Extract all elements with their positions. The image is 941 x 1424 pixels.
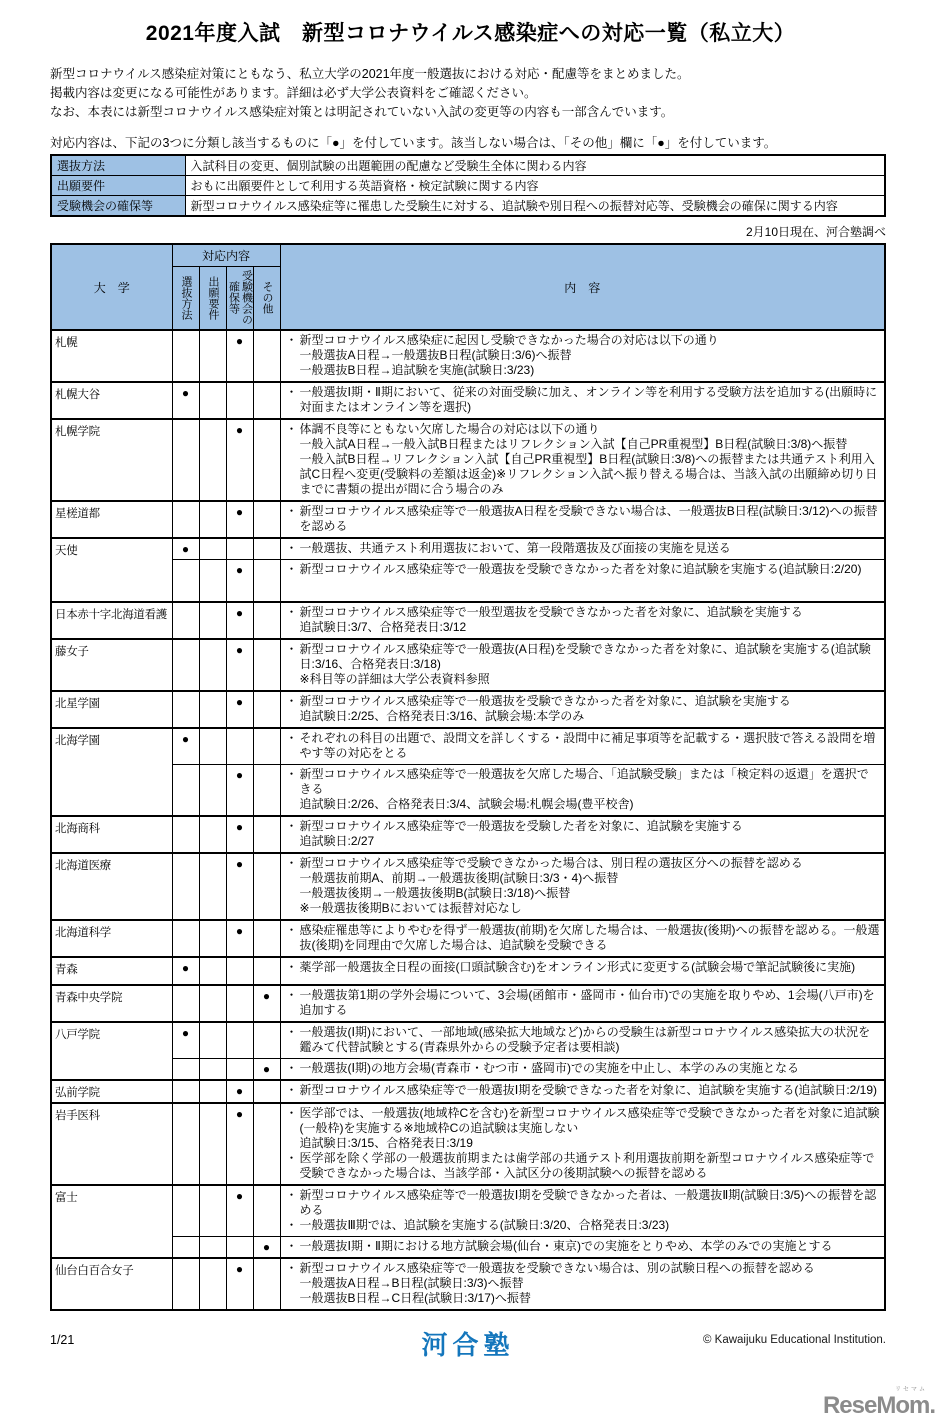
university-name: 天使: [51, 538, 172, 602]
content-cell: [280, 1103, 885, 1185]
content-item: ・ 一般選抜第1期の学外会場について、3会場(函館市・盛岡市・仙台市)での実施を取りやめ、1会場(八戸市)を追加する: [285, 988, 875, 1017]
resemom-watermark: [823, 1387, 935, 1418]
content-item: ・ 薬学部一般選抜全日程の面接(口頭試験含む)をオンライン形式に変更する(試験会場で筆記試験後に実施): [285, 960, 856, 974]
table-row: [51, 1258, 885, 1310]
table-row: [51, 538, 885, 560]
content-item: ・ 感染症罹患等によりやむを得ず一般選抜(前期)を欠席した場合は、一般選抜(後期)への振替を認める。一般選抜(後期)を同理由で欠席した場合は、追試験を受験できる: [285, 923, 880, 952]
dot-cell-selection-method: [172, 1059, 199, 1081]
dot-cell-other: [253, 419, 280, 501]
content-subline: 一般入試B日程→リフレクション入試【自己PR重視型】B日程(試験日:3/8)への振替または共通テスト利用入試C日程へ変更(受験料の差額は返金)※リフレクション入試へ振り替える場合は、当該入試の出願締め切り日までに書類の提出が間に合う場合のみ: [299, 452, 878, 496]
content-item: ・ 一般選抜、共通テスト利用選抜において、第一段階選抜及び面接の実施を見送る: [285, 541, 731, 555]
dot-cell-selection-method: [172, 639, 199, 691]
content-item: ・ 医学部では、一般選抜(地域枠Cを含む)を新型コロナウイルス感染症等で受験できなかった者を対象に追試験(一般枠)を実施する※地域枠Cの追試験は実施しない: [285, 1106, 880, 1135]
university-table-body: [51, 330, 885, 1310]
dot-cell-application-requirements: [199, 330, 226, 382]
content-subline: 追試験日:2/27: [299, 834, 375, 848]
dot-cell-selection-method: [172, 853, 199, 920]
table-row: [51, 330, 885, 382]
bullet-marker: ・: [285, 819, 298, 833]
university-name: 藤女子: [51, 639, 172, 691]
dot-cell-other: [253, 382, 280, 419]
content-item: ・ 新型コロナウイルス感染症等で一般選抜を受験できなかった者を対象に追試験を実施する(追試験日:2/20): [285, 562, 862, 576]
bullet-marker: ・: [285, 1188, 298, 1202]
header-content: 内 容: [280, 244, 885, 330]
university-response-table: [50, 243, 886, 1311]
dot-cell-other: [253, 639, 280, 691]
table-row: [51, 816, 885, 853]
intro-line: なお、本表には新型コロナウイルス感染症対策とは明記されていない入試の変更等の内容も一部含んでいます。: [50, 105, 674, 119]
university-name: 八戸学院: [51, 1022, 172, 1080]
content-item: ・ 体調不良等にともない欠席した場合の対応は以下の通り: [285, 422, 600, 436]
bullet-marker: ・: [285, 422, 298, 436]
dot-cell-exam-opportunity: [226, 1059, 253, 1081]
university-name: 札幌: [51, 330, 172, 382]
dot-cell-other: [253, 816, 280, 853]
content-item: ・ 新型コロナウイルス感染症等で一般型選抜を受験できなかった者を対象に、追試験を実施する: [285, 604, 803, 619]
table-row: [51, 985, 885, 1022]
legend-row: [51, 176, 885, 196]
dot-cell-selection-method: [172, 691, 199, 728]
dot-cell-other: [253, 560, 280, 602]
dot-cell-application-requirements: [199, 382, 226, 419]
dot-cell-exam-opportunity: ●: [226, 816, 253, 853]
content-cell: [280, 1080, 885, 1103]
dot-cell-exam-opportunity: [226, 1237, 253, 1259]
dot-cell-selection-method: [172, 1185, 199, 1237]
content-subline: ※一般選抜後期Bにおいては振替対応なし: [299, 901, 522, 915]
university-name: 青森中央学院: [51, 985, 172, 1022]
table-row: [51, 560, 885, 602]
university-name: 北海道科学: [51, 920, 172, 957]
legend-term: 選抜方法: [51, 155, 185, 176]
content-item: ・ 一般選抜Ⅰ期・Ⅱ期における地方試験会場(仙台・東京)での実施をとりやめ、本学のみでの実施とする: [285, 1239, 833, 1253]
dot-cell-other: [253, 1022, 280, 1059]
bullet-marker: ・: [285, 541, 298, 555]
dot-cell-exam-opportunity: ●: [226, 1103, 253, 1185]
table-row: [51, 419, 885, 501]
university-name: 札幌大谷: [51, 382, 172, 419]
bullet-marker: ・: [285, 1261, 298, 1275]
copyright-text: © Kawaijuku Educational Institution.: [703, 1334, 886, 1346]
dot-cell-exam-opportunity: [226, 538, 253, 560]
kawaijuku-logo: 河合塾: [421, 1330, 515, 1360]
dot-cell-other: ●: [253, 985, 280, 1022]
content-item: ・ 新型コロナウイルス感染症等で受験できなかった場合は、別日程の選抜区分への振替を認める: [285, 856, 803, 870]
dot-cell-exam-opportunity: ●: [226, 853, 253, 920]
bullet-marker: ・: [285, 562, 298, 576]
bullet-marker: ・: [285, 856, 298, 870]
dot-cell-application-requirements: [199, 1185, 226, 1237]
content-subline: 追試験日:3/15、合格発表日:3/19: [299, 1136, 473, 1150]
content-item: ・ 新型コロナウイルス感染症等で一般選抜を受験できなかった者を対象に、追試験を実施する: [285, 693, 791, 708]
dot-cell-exam-opportunity: ●: [226, 920, 253, 957]
content-cell: [280, 1059, 885, 1081]
content-cell: [280, 1022, 885, 1059]
table-row: [51, 639, 885, 691]
header-exam-opportunity: 受験機会の確保等: [226, 266, 253, 330]
content-item: ・ 新型コロナウイルス感染症等で一般選抜A日程を受験できない場合は、一般選抜B日程(試験日:3/12)への振替を認める: [285, 504, 878, 533]
resemom-ruby: リセマム: [895, 1387, 927, 1393]
university-name: 札幌学院: [51, 419, 172, 501]
content-subline: ※科目等の詳細は大学公表資料参照: [299, 671, 490, 686]
content-cell: [280, 853, 885, 920]
dot-cell-application-requirements: [199, 1237, 226, 1259]
bullet-marker: ・: [285, 1061, 298, 1075]
intro-line: 新型コロナウイルス感染症対策にともなう、私立大学の2021年度一般選抜における対応・配慮等をまとめました。: [50, 67, 690, 81]
dot-cell-exam-opportunity: ●: [226, 501, 253, 538]
bullet-marker: ・: [285, 730, 298, 745]
dot-cell-application-requirements: [199, 764, 226, 816]
resemom-wordmark: ReseMom.: [822, 1392, 935, 1419]
content-item: ・ 一般選抜Ⅲ期では、追試験を実施する(試験日:3/20、合格発表日:3/23): [285, 1218, 670, 1232]
dot-cell-application-requirements: [199, 419, 226, 501]
dot-cell-selection-method: ●: [172, 957, 199, 985]
dot-cell-selection-method: ●: [172, 538, 199, 560]
dot-cell-exam-opportunity: [226, 957, 253, 985]
dot-cell-other: [253, 728, 280, 765]
dot-cell-application-requirements: [199, 1258, 226, 1310]
dot-cell-application-requirements: [199, 728, 226, 765]
content-item: ・ 医学部を除く学部の一般選抜前期または歯学部の共通テスト利用選抜前期を新型コロナウイルス感染症等で受験できなかった場合は、当該学部・入試区分の後期試験への振替を認める: [285, 1151, 875, 1180]
content-item: ・ 新型コロナウイルス感染症等で一般選抜を受験した者を対象に、追試験を実施する: [285, 819, 743, 833]
legend-term: 出願要件: [51, 176, 185, 196]
dot-cell-application-requirements: [199, 602, 226, 639]
dot-cell-selection-method: [172, 560, 199, 602]
dot-cell-selection-method: [172, 1103, 199, 1185]
table-row: [51, 602, 885, 639]
dot-cell-application-requirements: [199, 560, 226, 602]
dot-cell-exam-opportunity: ●: [226, 560, 253, 602]
dot-cell-exam-opportunity: [226, 1022, 253, 1059]
content-cell: [280, 985, 885, 1022]
dot-cell-exam-opportunity: ●: [226, 419, 253, 501]
dot-cell-other: [253, 330, 280, 382]
content-subline: 一般選抜B日程→追試験を実施(試験日:3/23): [299, 363, 535, 377]
bullet-marker: ・: [285, 504, 298, 518]
content-subline: 追試験日:3/7、合格発表日:3/12: [299, 619, 467, 634]
table-row: [51, 1185, 885, 1237]
content-cell: [280, 330, 885, 382]
dot-cell-application-requirements: [199, 1103, 226, 1185]
dot-cell-application-requirements: [199, 985, 226, 1022]
bullet-marker: ・: [285, 1151, 298, 1165]
content-cell: [280, 920, 885, 957]
content-subline: 追試験日:2/26、合格発表日:3/4、試験会場:札幌会場(豊平校舎): [299, 796, 634, 811]
bullet-marker: ・: [285, 333, 298, 347]
dot-cell-other: [253, 764, 280, 816]
dot-cell-selection-method: [172, 764, 199, 816]
content-item: ・ 一般選抜(Ⅰ期)の地方会場(青森市・むつ市・盛岡市)での実施を中止し、本学のみの実施となる: [285, 1061, 800, 1075]
dot-cell-exam-opportunity: ●: [226, 1080, 253, 1103]
dot-cell-application-requirements: [199, 1022, 226, 1059]
dot-cell-application-requirements: [199, 920, 226, 957]
dot-cell-other: [253, 957, 280, 985]
dot-cell-selection-method: [172, 1080, 199, 1103]
dot-cell-other: [253, 1185, 280, 1237]
legend-row: [51, 155, 885, 176]
table-row: [51, 1237, 885, 1259]
legend-desc: 新型コロナウイルス感染症等に罹患した受験生に対する、追試験や別日程への振替対応等、受験機会の確保に関する内容: [185, 196, 885, 217]
university-name: 日本赤十字北海道看護: [51, 602, 172, 639]
university-name: 北海商科: [51, 816, 172, 853]
dot-cell-exam-opportunity: ●: [226, 639, 253, 691]
dot-cell-other: [253, 920, 280, 957]
table-row: [51, 957, 885, 985]
content-subline: 一般選抜前期A、前期→一般選抜後期(試験日:3/3・4)へ振替: [299, 871, 619, 885]
content-item: ・ 新型コロナウイルス感染症等で一般選抜Ⅰ期を受験できなかった者は、一般選抜Ⅱ期(試験日:3/5)への振替を認める: [285, 1188, 877, 1217]
dot-cell-other: [253, 1258, 280, 1310]
intro-paragraphs: [50, 65, 886, 122]
page-footer: [50, 1325, 886, 1359]
content-item: ・ 一般選抜(Ⅰ期)において、一部地域(感染拡大地域など)からの受験生は新型コロナウイルス感染拡大の状況を鑑みて代替試験とする(青森県外からの受験予定者は要相談): [285, 1025, 871, 1054]
content-cell: [280, 1258, 885, 1310]
table-header-row-1: [51, 244, 885, 266]
table-row: [51, 691, 885, 728]
legend-table: [50, 154, 886, 217]
content-cell: [280, 728, 885, 765]
page-title: 2021年度入試 新型コロナウイルス感染症への対応一覧（私立大）: [145, 22, 796, 45]
survey-date-note: 2月10日現在、河合塾調べ: [745, 225, 886, 239]
dot-cell-application-requirements: [199, 816, 226, 853]
content-item: ・ 新型コロナウイルス感染症等で一般選抜(A日程)を受験できなかった者を対象に、追試験を実施する(追試験日:3/16、合格発表日:3/18): [285, 641, 871, 671]
dot-cell-exam-opportunity: ●: [226, 764, 253, 816]
dot-cell-selection-method: ●: [172, 728, 199, 765]
header-other: その他: [253, 266, 280, 330]
dot-cell-application-requirements: [199, 1080, 226, 1103]
dot-cell-application-requirements: [199, 538, 226, 560]
bullet-marker: ・: [285, 1025, 298, 1039]
university-name: 弘前学院: [51, 1080, 172, 1103]
bullet-marker: ・: [285, 1106, 298, 1120]
legend-row: [51, 196, 885, 217]
university-name: 青森: [51, 957, 172, 985]
table-row: [51, 1103, 885, 1185]
header-application-requirements: 出願要件: [199, 266, 226, 330]
dot-cell-other: [253, 853, 280, 920]
content-subline: 一般選抜B日程→C日程(試験日:3/17)へ振替: [299, 1291, 531, 1305]
university-name: 北星学園: [51, 691, 172, 728]
dot-cell-exam-opportunity: ●: [226, 330, 253, 382]
content-cell: [280, 382, 885, 419]
content-cell: [280, 538, 885, 560]
legend-term: 受験機会の確保等: [51, 196, 185, 217]
dot-cell-application-requirements: [199, 957, 226, 985]
bullet-marker: ・: [285, 923, 298, 937]
content-cell: [280, 639, 885, 691]
dot-cell-exam-opportunity: ●: [226, 602, 253, 639]
header-university: 大 学: [51, 244, 172, 330]
table-row: [51, 1022, 885, 1059]
dot-cell-application-requirements: [199, 691, 226, 728]
content-item: ・ 一般選抜Ⅰ期・Ⅱ期において、従来の対面受験に加え、オンライン等を利用する受験方法を追加する(出願時に対面またはオンライン等を選択): [285, 385, 878, 414]
table-row: [51, 853, 885, 920]
dot-cell-selection-method: [172, 419, 199, 501]
legend-desc: おもに出願要件として利用する英語資格・検定試験に関する内容: [185, 176, 885, 196]
bullet-marker: ・: [285, 960, 298, 974]
dot-cell-exam-opportunity: [226, 728, 253, 765]
content-cell: [280, 419, 885, 501]
dot-cell-application-requirements: [199, 639, 226, 691]
dot-cell-exam-opportunity: ●: [226, 1258, 253, 1310]
header-response-group: 対応内容: [172, 244, 280, 266]
content-item: ・ 新型コロナウイルス感染症に起因し受験できなかった場合の対応は以下の通り: [285, 333, 719, 347]
content-cell: [280, 1185, 885, 1237]
bullet-marker: ・: [285, 1218, 298, 1232]
content-subline: 一般入試A日程→一般入試B日程またはリフレクション入試【自己PR重視型】B日程(試験日:3/8)へ振替: [299, 437, 848, 451]
dot-cell-other: [253, 1103, 280, 1185]
content-cell: [280, 1237, 885, 1259]
content-cell: [280, 560, 885, 602]
bullet-marker: ・: [285, 1083, 298, 1097]
content-item: ・ 新型コロナウイルス感染症等で一般選抜Ⅰ期を受験できなった者を対象に、追試験を実施する(追試験日:2/19): [285, 1083, 878, 1097]
dot-cell-selection-method: ●: [172, 382, 199, 419]
dot-cell-other: [253, 538, 280, 560]
bullet-marker: ・: [285, 766, 298, 781]
table-row: [51, 920, 885, 957]
dot-cell-other: [253, 1080, 280, 1103]
bullet-marker: ・: [285, 1239, 298, 1253]
dot-cell-other: ●: [253, 1237, 280, 1259]
dot-cell-other: ●: [253, 1059, 280, 1081]
content-subline: 一般選抜A日程→B日程(試験日:3/3)へ振替: [299, 1276, 524, 1290]
table-row: [51, 728, 885, 765]
content-subline: 一般選抜後期→一般選抜後期B(試験日:3/18)へ振替: [299, 886, 571, 900]
content-subline: 追試験日:2/25、合格発表日:3/16、試験会場:本学のみ: [299, 708, 585, 723]
dot-cell-other: [253, 501, 280, 538]
dot-cell-exam-opportunity: ●: [226, 691, 253, 728]
dot-cell-selection-method: [172, 985, 199, 1022]
university-name: 北海道医療: [51, 853, 172, 920]
content-item: ・ 新型コロナウイルス感染症等で一般選抜を欠席した場合、「追試験受験」または「検定料の返還」を選択できる: [285, 766, 869, 796]
bullet-marker: ・: [285, 385, 298, 399]
table-row: [51, 382, 885, 419]
dot-cell-selection-method: [172, 602, 199, 639]
university-name: 仙台白百合女子: [51, 1258, 172, 1310]
bullet-marker: ・: [285, 693, 298, 708]
dot-cell-selection-method: [172, 816, 199, 853]
dot-cell-exam-opportunity: ●: [226, 1185, 253, 1237]
dot-cell-other: [253, 691, 280, 728]
dot-cell-selection-method: [172, 1237, 199, 1259]
content-cell: [280, 816, 885, 853]
content-cell: [280, 957, 885, 985]
content-item: ・ それぞれの科目の出題で、設問文を詳しくする・設問中に補足事項等を記載する・選択肢で答える設問を増やす等の対応をとる: [285, 730, 876, 760]
page-number: 1/21: [50, 1333, 75, 1347]
dot-cell-selection-method: [172, 920, 199, 957]
dot-cell-application-requirements: [199, 501, 226, 538]
content-cell: [280, 691, 885, 728]
dot-cell-selection-method: [172, 501, 199, 538]
table-row: [51, 1080, 885, 1103]
legend-desc: 入試科目の変更、個別試験の出題範囲の配慮など受験生全体に関わる内容: [185, 155, 885, 176]
dot-cell-selection-method: [172, 1258, 199, 1310]
university-name: 北海学園: [51, 728, 172, 817]
table-row: [51, 1059, 885, 1081]
dot-cell-exam-opportunity: [226, 985, 253, 1022]
university-name: 岩手医科: [51, 1103, 172, 1185]
content-item: ・ 新型コロナウイルス感染症等で一般選抜を受験できない場合は、別の試験日程への振替を認める: [285, 1261, 815, 1275]
dot-cell-other: [253, 602, 280, 639]
dot-cell-selection-method: ●: [172, 1022, 199, 1059]
dot-cell-application-requirements: [199, 1059, 226, 1081]
university-name: 富士: [51, 1185, 172, 1258]
dot-cell-application-requirements: [199, 853, 226, 920]
header-selection-method: 選抜方法: [172, 266, 199, 330]
content-cell: [280, 764, 885, 816]
dot-cell-exam-opportunity: [226, 382, 253, 419]
bullet-marker: ・: [285, 988, 298, 1002]
content-subline: 一般選抜A日程→一般選抜B日程(試験日:3/6)へ振替: [299, 348, 572, 362]
table-row: [51, 501, 885, 538]
dot-cell-selection-method: [172, 330, 199, 382]
bullet-marker: ・: [285, 641, 298, 656]
university-name: 星槎道都: [51, 501, 172, 538]
classification-note: 対応内容は、下記の3つに分類し該当するものに「●」を付しています。該当しない場合は、「その他」欄に「●」を付しています。: [50, 136, 777, 150]
content-cell: [280, 602, 885, 639]
content-cell: [280, 501, 885, 538]
table-row: [51, 764, 885, 816]
intro-line: 掲載内容は変更になる可能性があります。詳細は必ず大学公表資料をご確認ください。: [50, 86, 537, 100]
bullet-marker: ・: [285, 604, 298, 619]
